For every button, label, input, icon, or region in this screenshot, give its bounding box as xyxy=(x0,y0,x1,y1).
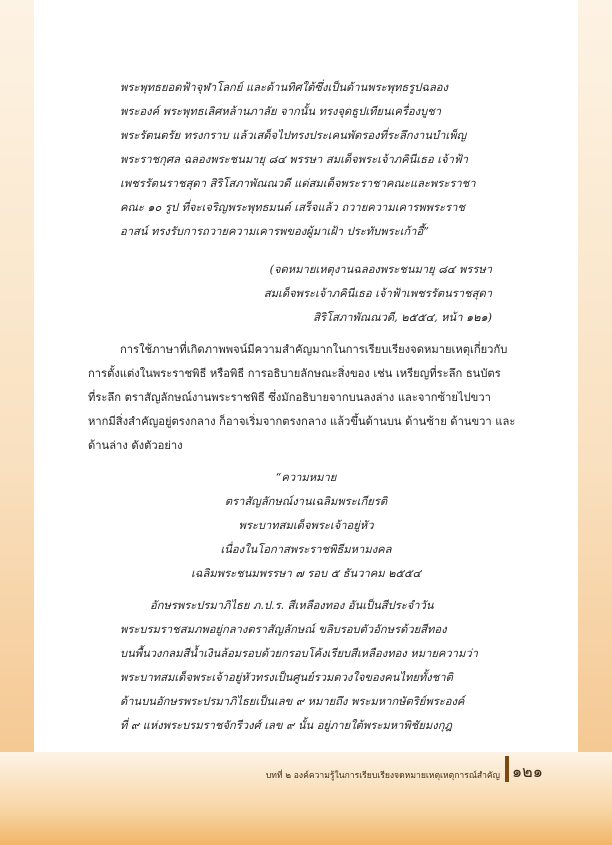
example-line: เนื่องในโอกาสพระราชพิธีมหามงคล xyxy=(220,543,392,556)
body-line: ที่ระลึก ตราสัญลักษณ์งานพระราชพิธี ซึ่งมักอธิบายจากบนลงล่าง และจากซ้ายไปขวา xyxy=(88,391,491,404)
footer-chapter-title: บทที่ ๒ องค์ความรู้ในการเรียบเรียงจดหมายเหตุเหตุการณ์สำคัญ xyxy=(265,771,500,781)
body-line: หากมีสิ่งสำคัญอยู่ตรงกลาง ก็อาจเริ่มจากตรงกลาง แล้วขึ้นด้านบน ด้านซ้าย ด้านขวา และ xyxy=(88,415,516,428)
quote-line: พระราชกุศล ฉลองพระชนมายุ ๘๔ พรรษา สมเด็จพระเจ้าภคินีเธอ เจ้าฟ้า xyxy=(120,153,469,166)
emblem-line: ด้านบนอักษรพระปรมาภิไธยเป็นเลข ๙ หมายถึง พระมหากษัตริย์พระองค์ xyxy=(120,695,465,708)
body-line: ด้านล่าง ดังตัวอย่าง xyxy=(88,439,183,452)
quote-line: เพชรรัตนราชสุดา สิริโสภาพัณณวดี แด่สมเด็จพระราชาคณะและพระราชา xyxy=(120,177,476,190)
quote-line: พระพุทธยอดฟ้าจุฬาโลกย์ และด้านทิศใต้ซึ่งเป็นด้านพระพุทธรูปฉลอง xyxy=(120,81,448,94)
emblem-line: พระบาทสมเด็จพระเจ้าอยู่หัวทรงเป็นศูนย์รวมดวงใจของคนไทยทั้งชาติ xyxy=(120,671,453,684)
quote-line: พระองค์ พระพุทธเลิศหล้านภาลัย จากนั้น ทรงจุดธูปเทียนเครื่องบูชา xyxy=(120,105,442,118)
quote-line: อาสน์ ทรงรับการถวายความเคารพของผู้มาเฝ้า ประทับพระเก้าอี้” xyxy=(120,225,429,238)
quote-line: พระรัตนตรัย ทรงกราบ แล้วเสด็จไปทรงประเคนพัดรองที่ระลึกงานบำเพ็ญ xyxy=(120,129,467,142)
body-line: การตั้งแต่งในพระราชพิธี หรือพิธี การอธิบายลักษณะสิ่งของ เช่น เหรียญที่ระลึก ธนบัตร xyxy=(88,367,501,380)
quote-line: คณะ ๑๐ รูป ที่จะเจริญพระพุทธมนต์ เสร็จแล้ว ถวายความเคารพพระราช xyxy=(120,201,465,214)
footer-divider xyxy=(505,756,509,782)
page-number: ๑๒๑ xyxy=(512,762,543,781)
emblem-line: ที่ ๙ แห่งพระบรมราชจักรีวงศ์ เลข ๙ นั้น อยู่ภายใต้พระมหาพิชัยมงกุฎ xyxy=(120,719,452,732)
emblem-line: อักษรพระปรมาภิไธย ภ.ป.ร. สีเหลืองทอง อันเป็นสีประจำวัน xyxy=(150,599,434,612)
emblem-line: พระบรมราชสมภพอยู่กลางตราสัญลักษณ์ ขลิบรอบตัวอักษรด้วยสีทอง xyxy=(120,623,447,636)
example-line: “ความหมาย xyxy=(275,471,337,484)
example-line: ตราสัญลักษณ์งานเฉลิมพระเกียรติ xyxy=(224,495,388,508)
example-line: เฉลิมพระชนมพรรษา ๗ รอบ ๕ ธันวาคม ๒๕๕๔ xyxy=(191,567,421,580)
example-line: พระบาทสมเด็จพระเจ้าอยู่หัว xyxy=(238,519,374,532)
body-line: การใช้ภาษาที่เกิดภาพพจน์มีความสำคัญมากในการเรียบเรียงจดหมายเหตุเกี่ยวกับ xyxy=(120,343,508,356)
citation-line: (จดหมายเหตุงานฉลองพระชนมายุ ๘๔ พรรษา xyxy=(269,263,492,276)
citation-line: สิริโสภาพัณณวดี, ๒๕๕๔, หน้า ๑๒๑) xyxy=(313,311,492,324)
emblem-line: บนพื้นวงกลมสีน้ำเงินล้อมรอบด้วยกรอบโค้งเรียบสีเหลืองทอง หมายความว่า xyxy=(120,647,478,660)
citation-line: สมเด็จพระเจ้าภคินีเธอ เจ้าฟ้าเพชรรัตนราชสุดา xyxy=(263,287,492,300)
